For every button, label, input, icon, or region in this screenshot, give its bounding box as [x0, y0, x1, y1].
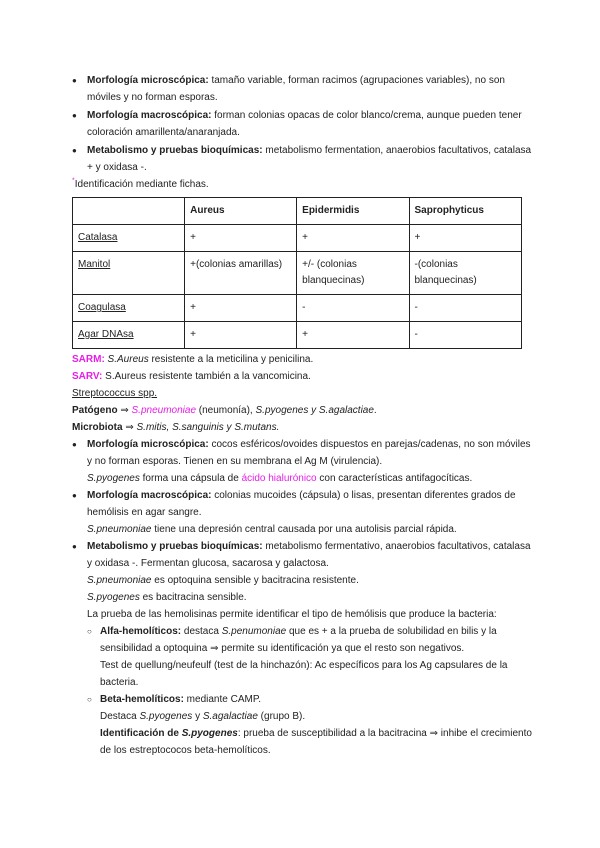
- pneumoniae-depression: S.pneumoniae tiene una depresión central causada por una autolisis parcial rápida.: [87, 524, 457, 535]
- staph-table: [72, 197, 522, 349]
- optoquina-line: S.pneumoniae es optoquina sensible y bacitracina resistente.: [87, 575, 359, 586]
- bullet-micro-strep: ● Morfología microscópica: cocos esféricos/ovoides dispuestos en parejas/cadenas, no son móviles y no forman esporas. Tienen en su membrana el Ag M (virulencia).: [72, 436, 532, 470]
- destaca-line: Destaca S.pyogenes y S.agalactiae (grupo B).: [100, 711, 306, 722]
- bullet-meta-strep: ● Metabolismo y pruebas bioquímicas: metabolismo fermentativo, anaerobios facultativos, catalasa y oxidasa -. Fermentan glucosa, sacarosa y galactosa.: [72, 538, 532, 572]
- hemolisinas-line: La prueba de las hemolisinas permite identificar el tipo de hemólisis que produce la bacteria:: [87, 609, 497, 620]
- patogeno-line: Patógeno ⇒ S.pneumoniae (neumonía), S.pyogenes y S.agalactiae.: [72, 405, 377, 416]
- table-header-row: Aureus Epidermidis Saprophyticus: [73, 198, 522, 225]
- table-row: Agar DNAsa + + -: [73, 322, 522, 349]
- bullet-meta-staph: ● Metabolismo y pruebas bioquímicas: metabolismo fermentation, anaerobios facultativos, catalasa + y oxidasa -.: [72, 142, 532, 176]
- bullet-micro-staph: ● Morfología microscópica: tamaño variable, forman racimos (agrupaciones variables), no son móviles y no forman esporas.: [72, 72, 532, 106]
- quellung-line: Test de quellung/neufeulf (test de la hinchazón): Ac específicos para los Ag capsulares de la bacteria.: [100, 660, 508, 688]
- sarv-line: SARV: S.Aureus resistente también a la vancomicina.: [72, 371, 311, 382]
- ident-fichas: *Identificación mediante fichas.: [72, 177, 209, 190]
- table-row: Coagulasa + - -: [73, 295, 522, 322]
- table-row: Catalasa + + +: [73, 225, 522, 252]
- sub-alfa: ○ Alfa-hemolíticos: destaca S.penumoniae que es + a la prueba de solubilidad en bilis y la sensibilidad a optoquina ⇒ permite su identificación ya que el resto son negativos.: [72, 623, 532, 657]
- microbiota-line: Microbiota ⇒ S.mitis, S.sanguinis y S.mutans.: [72, 422, 280, 433]
- sarm-line: SARM: S.Aureus resistente a la meticilina y penicilina.: [72, 354, 314, 365]
- pyogenes-capsule: S.pyogenes forma una cápsula de ácido hialurónico con características antifagocíticas.: [87, 473, 473, 484]
- bullet-macro-staph: ● Morfología macroscópica: forman colonias opacas de color blanco/crema, aunque pueden tener coloración amarillenta/anaranjada.: [72, 107, 532, 141]
- table-row: Manitol +(colonias amarillas) +/- (colonias blanquecinas) -(colonias blanquecinas): [73, 252, 522, 295]
- sub-beta: ○ Beta-hemolíticos: mediante CAMP.: [72, 691, 532, 708]
- document-page: [72, 72, 532, 759]
- strep-title: Streptococcus spp.: [72, 388, 158, 399]
- bullet-macro-strep: ● Morfología macroscópica: colonias mucoides (cápsula) o lisas, presentan diferentes grados de hemólisis en agar sangre.: [72, 487, 532, 521]
- bacitracina-line: S.pyogenes es bacitracina sensible.: [87, 592, 247, 603]
- ident-pyogenes-line: Identificación de S.pyogenes: prueba de susceptibilidad a la bacitracina ⇒ inhibe el crecimiento de los estreptococos beta-hemolíticos.: [100, 728, 532, 756]
